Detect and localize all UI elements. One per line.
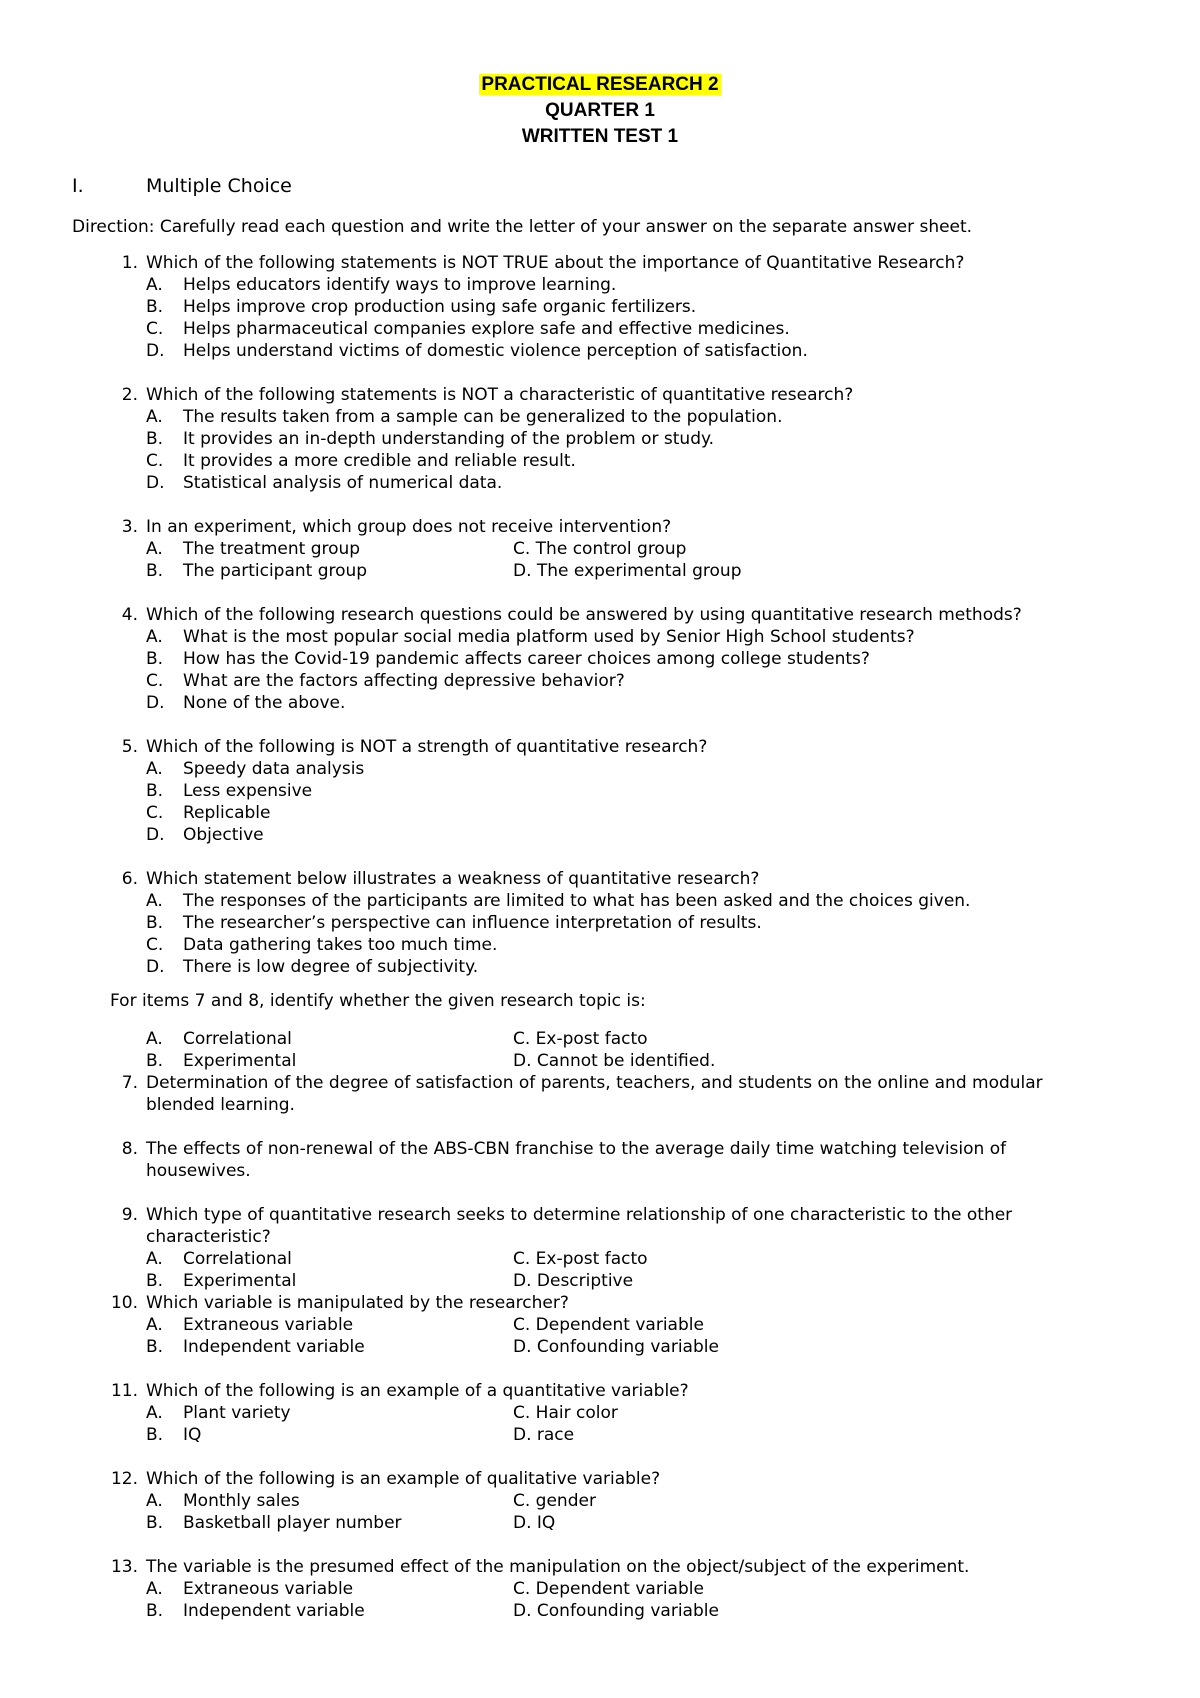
question-1: [110, 252, 1130, 362]
option-c: C. Helps pharmaceutical companies explore safe and effective medicines.: [146, 319, 790, 339]
question-text: In an experiment, which group does not receive intervention?: [146, 517, 672, 537]
document-title: PRACTICAL RESEARCH 2: [481, 74, 719, 95]
option-d: D. IQ: [513, 1513, 556, 1533]
question-number: 6.: [121, 869, 138, 889]
option-b: B. Experimental: [146, 1051, 297, 1071]
option-c: C. Replicable: [146, 803, 271, 823]
question-8: [110, 1138, 1090, 1182]
question-number: 7.: [121, 1073, 138, 1093]
option-d: D. race: [513, 1425, 575, 1445]
question-number: 3.: [121, 517, 138, 537]
question-text: Which type of quantitative research seeks to determine relationship of one characteristic to the other characteristic?: [146, 1205, 1013, 1247]
question-2: [110, 384, 1130, 494]
question-7: [110, 1072, 1110, 1116]
question-text: The effects of non-renewal of the ABS-CBN franchise to the average daily time watching television of housewives.: [146, 1139, 1007, 1181]
option-b: B. Helps improve crop production using safe organic fertilizers.: [146, 297, 697, 317]
option-c: C. Ex-post facto: [513, 1029, 648, 1049]
option-b: B. Basketball player number: [146, 1513, 402, 1533]
question-number: 1.: [121, 253, 138, 273]
option-d: D. Objective: [146, 825, 264, 845]
option-b: B. How has the Covid-19 pandemic affects career choices among college students?: [146, 649, 870, 669]
question-text: Determination of the degree of satisfaction of parents, teachers, and students on the online and modular blended learning.: [146, 1073, 1043, 1115]
option-d: D. Statistical analysis of numerical data.: [146, 473, 503, 493]
question-4: [110, 604, 1130, 714]
option-a: A. Extraneous variable: [146, 1579, 354, 1599]
option-d: D. Confounding variable: [513, 1337, 719, 1357]
question-6: [110, 868, 1130, 978]
option-a: A. The results taken from a sample can be generalized to the population.: [146, 407, 783, 427]
option-a: A. Extraneous variable: [146, 1315, 354, 1335]
question-number: 9.: [121, 1205, 138, 1225]
option-b: B. IQ: [146, 1425, 202, 1445]
question-11: [110, 1380, 1130, 1446]
option-d: D. There is low degree of subjectivity.: [146, 957, 479, 977]
option-c: C. gender: [513, 1491, 596, 1511]
option-b: B. Experimental: [146, 1271, 297, 1291]
items-7-8-intro: For items 7 and 8, identify whether the given research topic is:: [110, 991, 646, 1011]
option-c: C. Data gathering takes too much time.: [146, 935, 498, 955]
option-a: A. Correlational: [146, 1249, 292, 1269]
option-a: A. Helps educators identify ways to improve learning.: [146, 275, 617, 295]
option-b: B. The participant group: [146, 561, 368, 581]
option-c: C. Dependent variable: [513, 1315, 704, 1335]
question-number: 10.: [110, 1293, 138, 1313]
option-d: D. None of the above.: [146, 693, 346, 713]
question-number: 2.: [121, 385, 138, 405]
question-number: 12.: [110, 1469, 138, 1489]
question-9: [110, 1204, 1100, 1292]
question-text: Which of the following statements is NOT TRUE about the importance of Quantitative Research?: [146, 253, 965, 273]
option-c: C. Hair color: [513, 1403, 618, 1423]
question-text: Which of the following research questions could be answered by using quantitative research methods?: [146, 605, 1022, 625]
question-10: [110, 1292, 1130, 1358]
option-a: A. The treatment group: [146, 539, 361, 559]
section-heading: [72, 175, 292, 197]
option-d: D. Descriptive: [513, 1271, 634, 1291]
option-b: B. Less expensive: [146, 781, 313, 801]
quarter-label: QUARTER 1: [545, 100, 655, 121]
option-a: A. Monthly sales: [146, 1491, 300, 1511]
option-d: D. Confounding variable: [513, 1601, 719, 1621]
option-a: A. Plant variety: [146, 1403, 291, 1423]
option-a: A. The responses of the participants are limited to what has been asked and the choices given.: [146, 891, 971, 911]
direction-text: Direction: Carefully read each question and write the letter of your answer on the separate answer sheet.: [72, 217, 973, 237]
option-a: A. Correlational: [146, 1029, 292, 1049]
question-number: 11.: [110, 1381, 138, 1401]
test-label: WRITTEN TEST 1: [521, 126, 679, 147]
option-c: C. Ex-post facto: [513, 1249, 648, 1269]
items-7-8-choices: [110, 1028, 1130, 1072]
question-number: 13.: [110, 1557, 138, 1577]
option-b: B. It provides an in-depth understanding of the problem or study.: [146, 429, 715, 449]
option-c: C. The control group: [513, 539, 687, 559]
option-a: A. What is the most popular social media platform used by Senior High School students?: [146, 627, 915, 647]
option-b: B. Independent variable: [146, 1601, 365, 1621]
question-text: Which variable is manipulated by the researcher?: [146, 1293, 569, 1313]
question-text: Which statement below illustrates a weakness of quantitative research?: [146, 869, 760, 889]
question-number: 5.: [121, 737, 138, 757]
question-3: [110, 516, 1130, 582]
question-number: 8.: [121, 1139, 138, 1159]
option-b: B. The researcher’s perspective can influence interpretation of results.: [146, 913, 762, 933]
option-b: B. Independent variable: [146, 1337, 365, 1357]
option-c: C. Dependent variable: [513, 1579, 704, 1599]
option-d: D. Helps understand victims of domestic violence perception of satisfaction.: [146, 341, 808, 361]
question-text: Which of the following is an example of qualitative variable?: [146, 1469, 661, 1489]
document-header: [0, 72, 1200, 150]
section-number: I.: [72, 175, 84, 197]
question-12: [110, 1468, 1130, 1534]
option-c: C. What are the factors affecting depressive behavior?: [146, 671, 625, 691]
option-a: A. Speedy data analysis: [146, 759, 365, 779]
question-text: Which of the following statements is NOT a characteristic of quantitative research?: [146, 385, 854, 405]
section-title: Multiple Choice: [146, 175, 292, 197]
option-c: C. It provides a more credible and reliable result.: [146, 451, 576, 471]
question-number: 4.: [121, 605, 138, 625]
question-text: The variable is the presumed effect of the manipulation on the object/subject of the experiment.: [146, 1557, 970, 1577]
option-d: D. Cannot be identified.: [513, 1051, 716, 1071]
option-d: D. The experimental group: [513, 561, 742, 581]
question-5: [110, 736, 1130, 846]
question-text: Which of the following is NOT a strength of quantitative research?: [146, 737, 708, 757]
question-13: [110, 1556, 1130, 1622]
question-text: Which of the following is an example of a quantitative variable?: [146, 1381, 689, 1401]
